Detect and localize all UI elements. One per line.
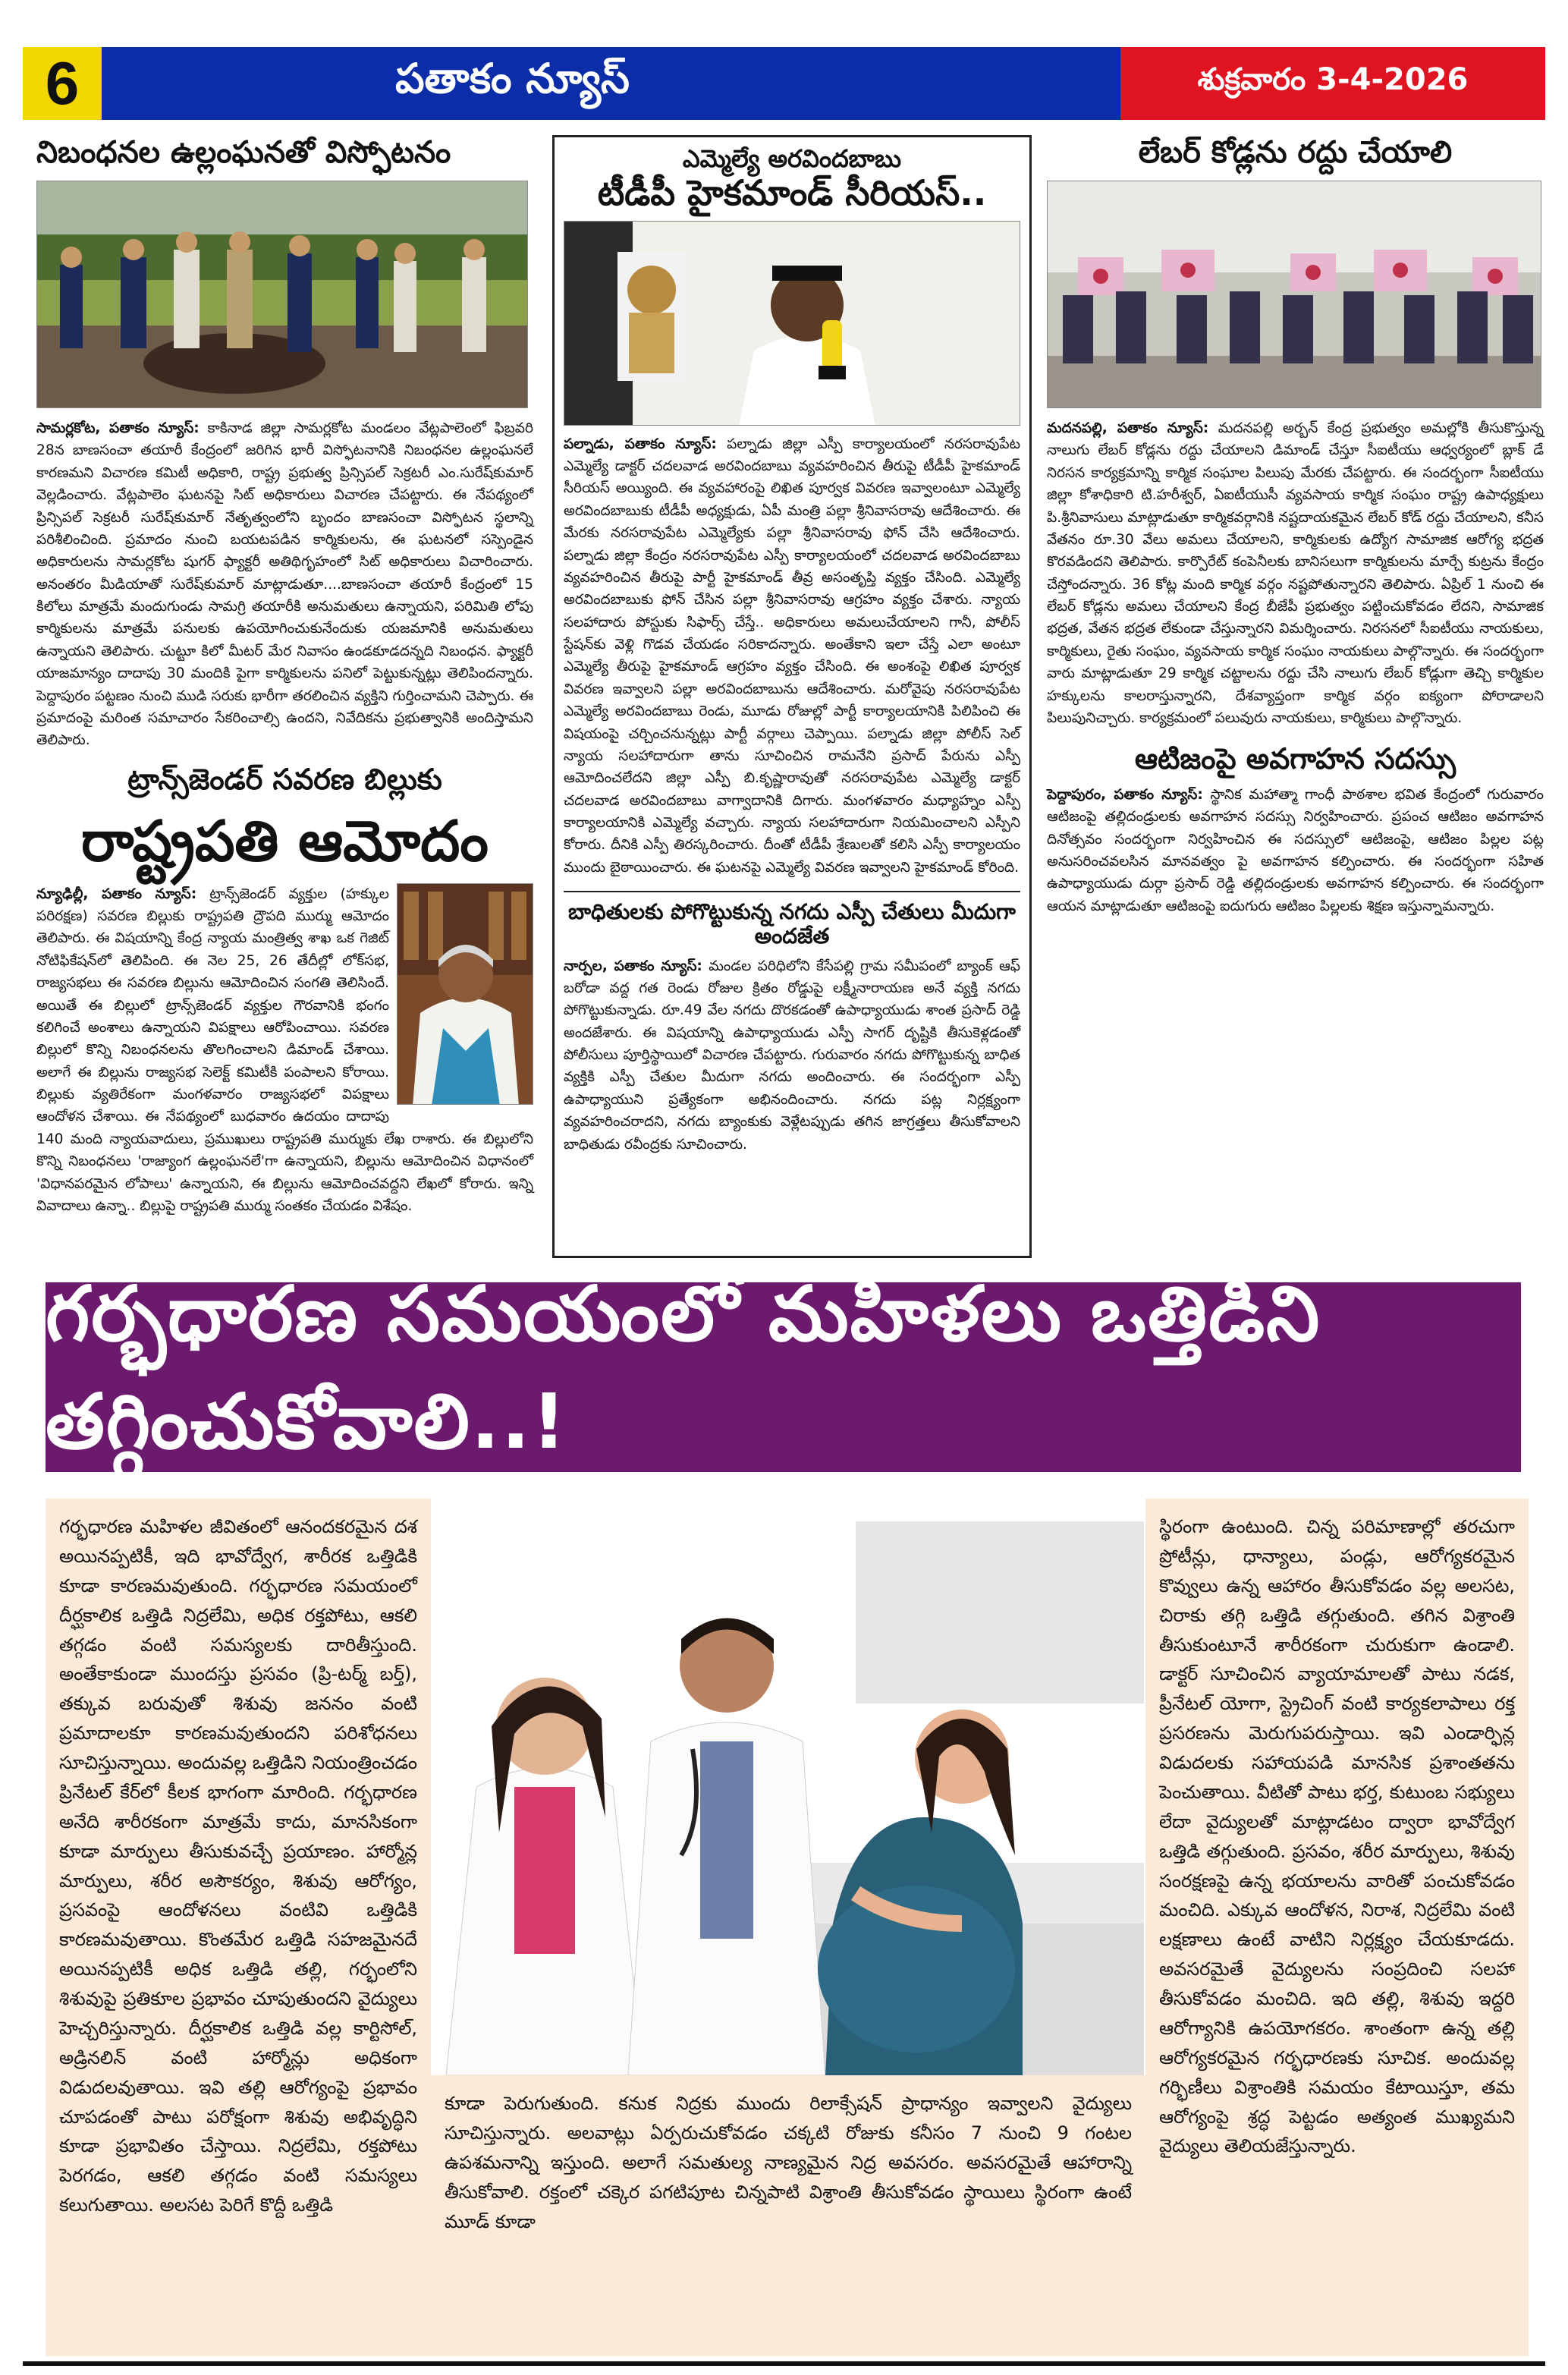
feature-article [46,1499,1529,2364]
left-column [36,135,533,1258]
article5-body [1047,417,1544,729]
article1-headline: నిబంధనల ఉల్లంఘనతో విస్ఫోటనం [36,135,451,170]
feature-left-panel [46,1499,431,2356]
protest-photo [1047,181,1541,408]
masthead [23,47,1545,120]
page-bottom-rule [23,2361,1545,2366]
article5-dateline: మదనపల్లి, పతాకం న్యూస్: [1047,420,1209,436]
article1-text: కాకినాడ జిల్లా సామర్లకోట మండలం వేట్లపాలెంలో ఫిబ్రవరి 28న బాణసంచా తయారీ కేంద్రంలో జరిగిన భారీ విస్ఫోటనానికి నిబంధనల ఉల్లంఘనలే కారణమని విచారణ కమిటీ అధికారి, రాష్ట్ర ప్రభుత్వ ప్రిన్సిపల్ సెక్రటరీ ఎం.సురేష్‌కుమార్ వెల్లడించారు. వేట్లపాలెం ఘటనపై సిట్ అధికారులు విచారణ చేపట్టారు. ఈ నేపథ్యంలో ప్రిన్సిపల్ సెక్రటరీ సురేష్‌కుమార్ నేతృత్వంలోని బృందం బాణసంచా విస్ఫోటన స్థలాన్ని పరిశీలించింది. ప్రమాదం నుంచి బయటపడిన కార్మికులను, ఈ ఘటనలో సస్పెండైన అధికారులను సామర్లకోట షుగర్ ఫ్యాక్టరీ అతిథిగృహంలో సిట్ అధికారులు విచారించారు. అనంతరం మీడియాతో సురేష్‌కుమార్ మాట్లాడుతూ....బాణసంచా తయారీ కేంద్రంలో 15 కిలోలు మాత్రమే మందుగుండు సామగ్రి తయారీకి అనుమతులు ఉన్నాయని, పరిమితి లోపు కార్మికులను మాత్రమే పనులకు ఉపయోగించుకునేందుకు యజమానికి అనుమతులు ఉన్నాయని తెలిపారు. చుట్టూ కిలో మీటర్ మేర నివాసం ఉండకూడదన్నది నిబంధన. ఫ్యాక్టరీ యాజమాన్యం దాదాపు 30 మందికి పైగా కార్మికులను పనిలో పెట్టుకున్నట్లు తెలిపిందన్నారు. పెద్దాపురం పట్టణం నుంచి ముడి సరుకు భారీగా తరలించిన వ్యక్తిని గుర్తించామని చెప్పారు. ఈ ప్రమాదంపై మరింత సమాచారం సేకరించాల్సి ఉందని, నివేదికను ప్రభుత్వానికి అందిస్తామని తెలిపారు. [36,420,533,749]
article6-body [1047,784,1544,917]
mla-photo [564,221,1020,426]
feature-left-text: గర్భధారణ మహిళల జీవితంలో ఆనందకరమైన దశ అయినప్పటికీ, ఇది భావోద్వేగ, శారీరక ఒత్తిడికి కూడా కారణమవుతుంది. గర్భధారణ సమయంలో దీర్ఘకాలిక ఒత్తిడి నిద్రలేమి, అధిక రక్తపోటు, ఆకలి తగ్గడం వంటి సమస్యలకు దారితీస్తుంది. అంతేకాకుండా ముందస్తు ప్రసవం (ప్రి-టర్మ్ బర్త్), తక్కువ బరువుతో శిశువు జననం వంటి ప్రమాదాలకూ కారణమవుతుందని పరిశోధనలు సూచిస్తున్నాయి. అందువల్ల ఒత్తిడిని నియంత్రించడం ప్రినేటల్ కేర్‌లో కీలక భాగంగా మారింది. గర్భధారణ అనేది శారీరకంగా మాత్రమే కాదు, మానసికంగా కూడా మార్పులు తీసుకువచ్చే ప్రయాణం. హార్మోన్ల మార్పులు, శరీర అసౌకర్యం, శిశువు ఆరోగ్యం, ప్రసవంపై ఆందోళనలు వంటివి ఒత్తిడికి కారణమవుతాయి. కొంతమేర ఒత్తిడి సహజమైనదే అయినప్పటికీ అధిక ఒత్తిడి తల్లి, గర్భంలోని శిశువుపై ప్రతికూల ప్రభావం చూపుతుందని వైద్యులు హెచ్చరిస్తున్నారు. దీర్ఘకాలిక ఒత్తిడి వల్ల కార్టిసోల్, అడ్రినలిన్ వంటి హార్మోన్లు అధికంగా విడుదలవుతాయి. ఇవి తల్లి ఆరోగ్యంపై ప్రభావం చూపడంతో పాటు పరోక్షంగా శిశువు అభివృద్ధిని కూడా ప్రభావితం చేస్తాయి. నిద్రలేమి, రక్తపోటు పెరగడం, ఆకలి తగ్గడం వంటి సమస్యలు కలుగుతాయి. అలసట పెరిగే కొద్దీ ఒత్తిడి [59,1516,417,2216]
article5-text: మదనపల్లి అర్బన్ కేంద్ర ప్రభుత్వం అమల్లోకి తీసుకొస్తున్న నాలుగు లేబర్ కోడ్లను రద్దు చేయాలని డిమాండ్ చేస్తూ సీఐటీయు ఆధ్వర్యంలో బ్లాక్ డే నిరసన కార్యక్రమాన్ని కార్మిక సంఘాల పిలుపు మేరకు చేపట్టారు. ఈ సందర్భంగా సీఐటీయు జిల్లా కోశాధికారి టి.హరీశ్వర్, ఏఐటీయుసీ వ్యవసాయ కార్మిక సంఘం రాష్ట్ర ఉపాధ్యక్షులు పి.శ్రీనివాసులు మాట్లాడుతూ కార్మికవర్గానికి నష్టదాయకమైన లేబర్ కోడ్ రద్దు చేయాలని, కనీస వేతనం రూ.30 వేలు అమలు చేయాలని, కార్మికులకు ఉద్యోగ సామాజిక ఆరోగ్య భద్రత కొరవడిందని తెలిపారు. కార్పొరేట్ కంపెనీలకు బానిసలుగా కార్మికులను మార్చే కుట్రను కేంద్రం చేస్తోందన్నారు. 36 కోట్ల మంది కార్మిక వర్గం నష్టపోతున్నారని తెలిపారు. ఏప్రిల్ 1 నుంచి ఈ లేబర్ కోడ్లను అమలు చేయాలని కేంద్ర బీజేపీ ప్రభుత్వం పట్టించుకోవడం లేదని, సామాజిక భద్రత, వేతన భద్రత లేకుండా చేస్తున్నారని విమర్శించారు. నిరసనలో సీఐటీయు నాయకులు, కార్మికులు, రైతు సంఘం, వ్యవసాయ కార్మిక సంఘం నాయకులు పాల్గొన్నారు. ఈ సందర్భంగా వారు మాట్లాడుతూ 29 కార్మిక చట్టాలను రద్దు చేసి నాలుగు లేబర్ కోడ్లుగా తెచ్చి కార్మికుల హక్కులను కాలరాస్తున్నారని, దేశవ్యాప్తంగా కార్మిక వర్గం ఐక్యంగా పోరాడాలని పిలుపునిచ్చారు. కార్యక్రమంలో పలువురు నాయకులు, కార్మికులు పాల్గొన్నారు. [1047,420,1544,726]
article1-dateline: సామర్లకోట, పతాకం న్యూస్: [36,420,200,436]
article2-dateline: న్యూఢిల్లీ, పతాకం న్యూస్: [36,886,197,902]
article5-headline: లేబర్ కోడ్లను రద్దు చేయాలి [1138,135,1453,170]
article3-text: పల్నాడు జిల్లా ఎస్పీ కార్యాలయంలో నరసరావుపేట ఎమ్మెల్యే డాక్టర్ చదలవాడ అరవిందబాబు వ్యవహరించిన తీరుపై టీడీపీ హైకమాండ్ సీరియస్ అయ్యింది. ఈ వ్యవహారంపై లిఖిత పూర్వక వివరణ ఇవ్వాలంటూ ఎమ్మెల్యే అరవిందబాబుకు టీడీపీ అధ్యక్షుడు, ఏపీ మంత్రి పల్లా శ్రీనివాసరావు ఆదేశించారు. ఈ మేరకు నరసరావుపేట ఎమ్మెల్యేకు పల్లా శ్రీనివాసరావు ఫోన్ చేసి ఆదేశించారు. పల్నాడు జిల్లా కేంద్రం నరసరావుపేట ఎస్పీ కార్యాలయంలో చదలవాడ అరవిందబాబు వ్యవహరించిన తీరుపై పార్టీ హైకమాండ్ తీవ్ర అసంతృప్తి వ్యక్తం చేసింది. ఎమ్మెల్యే అరవిందబాబుకు ఫోన్ చేసిన పల్లా శ్రీనివాసరావు ఆగ్రహం వ్యక్తం చేశారు. న్యాయ సలహాదారు పోస్టుకు సిఫార్స్ చేస్తే.. అధికారులు అమలుచేయాలని గానీ, పోలీస్ స్టేషన్‌కు వెళ్లి గొడవ చేయడం సరికాదన్నారు. అంతేకాని ఇలా చేస్తే ఎలా అంటూ ఎమ్మెల్యే తీరుపై హైకమాండ్ ఆగ్రహం వ్యక్తం చేసింది. ఈ అంశంపై లిఖిత పూర్వక వివరణ ఇవ్వాలని పల్లా అరవిందబాబును ఆదేశించారు. మరోవైపు నరసరావుపేట ఎమ్మెల్యే అరవిందబాబు రెండు, మూడు రోజుల్లో పార్టీ కార్యాలయానికి పిలిపించి ఈ విషయంపై చర్చించనున్నట్లు పార్టీ వర్గాలు చెప్పాయి. పల్నాడు జిల్లా పోలీస్ సెల్ న్యాయ సలహాదారుగా తాను సూచించిన రామనేని ప్రసాద్ పేరును ఎస్పీ ఆమోదించలేదని జిల్లా ఎస్పీ బి.కృష్ణారావుతో నరసరావుపేట ఎమ్మెల్యే డాక్టర్ చదలవాడ అరవిందబాబు వాగ్వాదానికి దిగారు. మంగళవారం మధ్యాహ్నం ఎస్పీ కార్యాలయానికి ఎమ్మెల్యే వచ్చారు. న్యాయ సలహాదారుగా నియమించాలని ఎస్పీని కోరారు. దీనికి ఎస్పీ తిరస్కరించారు. దీంతో టీడీపీ శ్రేణులతో కలిసి ఎస్పీ కార్యాలయం ముందు బైఠాయించారు. ఈ ఘటనపై ఎమ్మెల్యే వివరణ ఇవ్వాలని హైకమాండ్ కోరింది. [564,436,1020,876]
feature-bottom-text: కూడా పెరుగుతుంది. కనుక నిద్రకు ముందు రిలాక్సేషన్ ప్రాధాన్యం ఇవ్వాలని వైద్యులు సూచిస్తున్నారు. అలవాట్లు ఏర్పరుచుకోవడం చక్కటి రోజుకు కనీసం 7 నుంచి 9 గంటల ఉపశమనాన్ని ఇస్తుంది. అలాగే సమతుల్య నాణ్యమైన నిద్ర అవసరం. అవసరమైతే ఆహారాన్ని తీసుకోవాలి. రక్తంలో చక్కెర పగటిపూట చిన్నపాటి విశ్రాంతి తీసుకోవడం స్థాయిలు స్థిరంగా ఉంటే మూడ్ కూడా [445,2093,1132,2232]
explosion-site-photo [36,181,528,408]
feature-banner: గర్భధారణ సమయంలో మహిళలు ఒత్తిడిని తగ్గించుకోవాలి..! [46,1282,1521,1472]
pregnancy-photo [431,1499,1145,2075]
mla-speaking-image [564,222,1020,426]
president-portrait-image [397,884,533,1105]
president-photo [397,883,533,1105]
article2-headline-line1: ట్రాన్స్‌జెండర్ సవరణ బిల్లుకు [127,762,442,796]
explosion-site-image [37,181,528,408]
feature-right-text: స్థిరంగా ఉంటుంది. చిన్న పరిమాణాల్లో తరచుగా ప్రోటీన్లు, ధాన్యాలు, పండ్లు, ఆరోగ్యకరమైన కొవ్వులు ఉన్న ఆహారం తీసుకోవడం వల్ల అలసట, చిరాకు తగ్గి ఒత్తిడి తగ్గుతుంది. తగిన విశ్రాంతి తీసుకుంటూనే శారీరకంగా చురుకుగా ఉండాలి. డాక్టర్ సూచించిన వ్యాయామాలతో పాటు నడక, ప్రీనేటల్ యోగా, స్ట్రెచింగ్ వంటి కార్యకలాపాలు రక్త ప్రసరణను మెరుగుపరుస్తాయి. ఇవి ఎండార్ఫిన్ల విడుదలకు సహాయపడి మానసిక ప్రశాంతతను పెంచుతాయి. వీటితో పాటు భర్త, కుటుంబ సభ్యులు లేదా వైద్యులతో మాట్లాడటం ద్వారా భావోద్వేగ ఒత్తిడి తగ్గుతుంది. ప్రసవం, శరీర మార్పులు, శిశువు సంరక్షణపై ఉన్న భయాలను వారితో పంచుకోవడం మంచిది. ఎక్కువ ఆందోళన, నిరాశ, నిద్రలేమి వంటి లక్షణాలు ఉంటే వాటిని నిర్లక్ష్యం చేయకూడదు. అవసరమైతే వైద్యులను సంప్రదించి సలహా తీసుకోవడం మంచిది. ఇది తల్లి, శిశువు ఇద్దరి ఆరోగ్యానికి ఉపయోగకరం. శాంతంగా ఉన్న తల్లి ఆరోగ్యకరమైన గర్భధారణకు సూచిక. అందువల్ల గర్భిణీలు విశ్రాంతికి సమయం కేటాయిస్తూ, తమ ఆరోగ్యంపై శ్రద్ధ పెట్టడం అత్యంత ముఖ్యమని వైద్యులు తెలియజేస్తున్నారు. [1159,1516,1515,2157]
page-number: 6 [23,47,102,120]
article6-text: స్థానిక మహాత్మా గాంధీ పాఠశాల భవిత కేంద్రంలో గురువారం ఆటిజంపై తల్లిదండ్రులకు అవగాహన సదస్సు నిర్వహించారు. ప్రపంచ ఆటిజం అవగాహన దినోత్సవం సందర్భంగా నిర్వహించిన ఈ సదస్సులో ఆటిజంపై, ఆటిజం పిల్లల పట్ల అనుసరించవలసిన మానవత్వం పై అవగాహన కల్పించారు. ఈ సందర్భంగా సహిత ఉపాధ్యాయుడు దుర్గా ప్రసాద్ రెడ్డి తల్లిదండ్రులకు అవగాహన కల్పించారు. ఈ సందర్భంగా ఆయన మాట్లాడుతూ ఆటిజంపై ఐదుగురు ఆటిజం పిల్లలకు శిక్షణ ఇస్తున్నామన్నారు. [1047,786,1544,914]
feature-bottom-panel [431,2075,1145,2356]
article2-headline-line2: రాష్ట్రపతి ఆమోదం [81,808,489,874]
doctors-pregnant-woman-image [431,1499,1145,2075]
article3-dateline: పల్నాడు, పతాకం న్యూస్: [564,436,717,452]
right-column [1047,135,1544,1258]
article3-body [564,433,1020,879]
issue-date: శుక్రవారం 3-4-2026 [1120,47,1545,120]
article4-dateline: నార్పల, పతాకం న్యూస్: [564,958,702,974]
labour-protest-image [1048,181,1541,408]
article3-kicker: ఎమ్మెల్యే అరవిందబాబు [682,144,902,173]
article2-text: ట్రాన్స్‌జెండర్ వ్యక్తుల (హక్కుల పరిరక్షణ) సవరణ బిల్లుకు రాష్ట్రపతి ద్రౌపది ముర్ము ఆమోదం తెలిపారు. ఈ విషయాన్ని కేంద్ర న్యాయ మంత్రిత్వ శాఖ ఒక గెజిట్ నోటిఫికేషన్‌లో తెలిపింది. ఈ నెల 25, 26 తేదీల్లో లోక్‌సభ, రాజ్యసభలు ఈ సవరణ బిల్లును ఆమోదించిన సంగతి తెలిసిందే. అయితే ఈ బిల్లులో ట్రాన్స్‌జెండర్ వ్యక్తుల గౌరవానికి భంగం కలిగించే అంశాలు ఉన్నాయని విపక్షాలు ఆరోపించాయి. సవరణ బిల్లులో కొన్ని నిబంధనలను తొలగించాలని డిమాండ్ చేశాయి. అలాగే ఈ బిల్లును రాజ్యసభ సెలెక్ట్ కమిటీకి పంపాలని కోరాయి. బిల్లుకు వ్యతిరేకంగా మంగళవారం రాజ్యసభలో విపక్షాలు ఆందోళన చేశాయి. ఈ నేపథ్యంలో బుధవారం ఉదయం దాదాపు 140 మంది న్యాయవాదులు, ప్రముఖులు రాష్ట్రపతి ముర్ముకు లేఖ రాశారు. ఈ బిల్లులోని కొన్ని నిబంధనలు 'రాజ్యాంగ ఉల్లంఘనలే'గా ఉన్నాయని, బిల్లును ఆమోదించిన విధానంలో 'విధానపరమైన లోపాలు' ఉన్నాయని, ఈ బిల్లును ఆమోదించవద్దని లేఖలో కోరారు. ఇన్ని వివాదాలు ఉన్నా.. బిల్లుపై రాష్ట్రపతి ముర్ము సంతకం చేయడం విశేషం. [36,886,533,1214]
middle-column [552,135,1032,1258]
article3-headline: టీడీపీ హైకమాండ్ సీరియస్.. [597,171,987,213]
article4-headline: బాధితులకు పోగొట్టుకున్న నగదు ఎస్పీ చేతులు మీదుగా అందజేత [564,891,1020,948]
article1-body [36,417,533,752]
article6-headline: ఆటిజంపై అవగాహన సదస్సు [1134,742,1456,776]
article6-dateline: పెద్దాపురం, పతాకం న్యూస్: [1047,786,1203,803]
feature-right-panel [1145,1499,1529,2356]
article4-body [564,955,1020,1156]
paper-name: పతాకం న్యూస్ [102,47,1120,120]
article4-text: మండల పరిధిలోని కేసేపల్లి గ్రామ సమీపంలో బ్యాంక్ ఆఫ్ బరోడా వద్ద గత రెండు రోజుల క్రితం రోడ్డుపై లక్ష్మీనారాయణ అనే వ్యక్తి నగదు పోగొట్టుకున్నాడు. రూ.49 వేల నగదు దొరకడంతో ఉపాధ్యాయుడు శాంత ప్రసాద్ రెడ్డి అందజేశారు. ఈ విషయాన్ని ఉపాధ్యాయుడు ఎస్పీ సాగర్ దృష్టికి తీసుకెళ్లడంతో పోలీసులు పూర్తిస్థాయిలో విచారణ చేపట్టారు. గురువారం నగదు పోగొట్టుకున్న బాధిత వ్యక్తికి ఎస్పీ చేతుల మీదుగా నగదు అందించారు. ఈ సందర్భంగా ఎస్పీ ఉపాధ్యాయుని ప్రత్యేకంగా అభినందించారు. నగదు పట్ల నిర్లక్ష్యంగా వ్యవహరించరాదని, నగదు బ్యాంకుకు వెళ్లేటప్పుడు తగిన జాగ్రత్తలు తీసుకోవాలని బాధితుడు రవీంద్రకు సూచించారు. [564,958,1021,1153]
